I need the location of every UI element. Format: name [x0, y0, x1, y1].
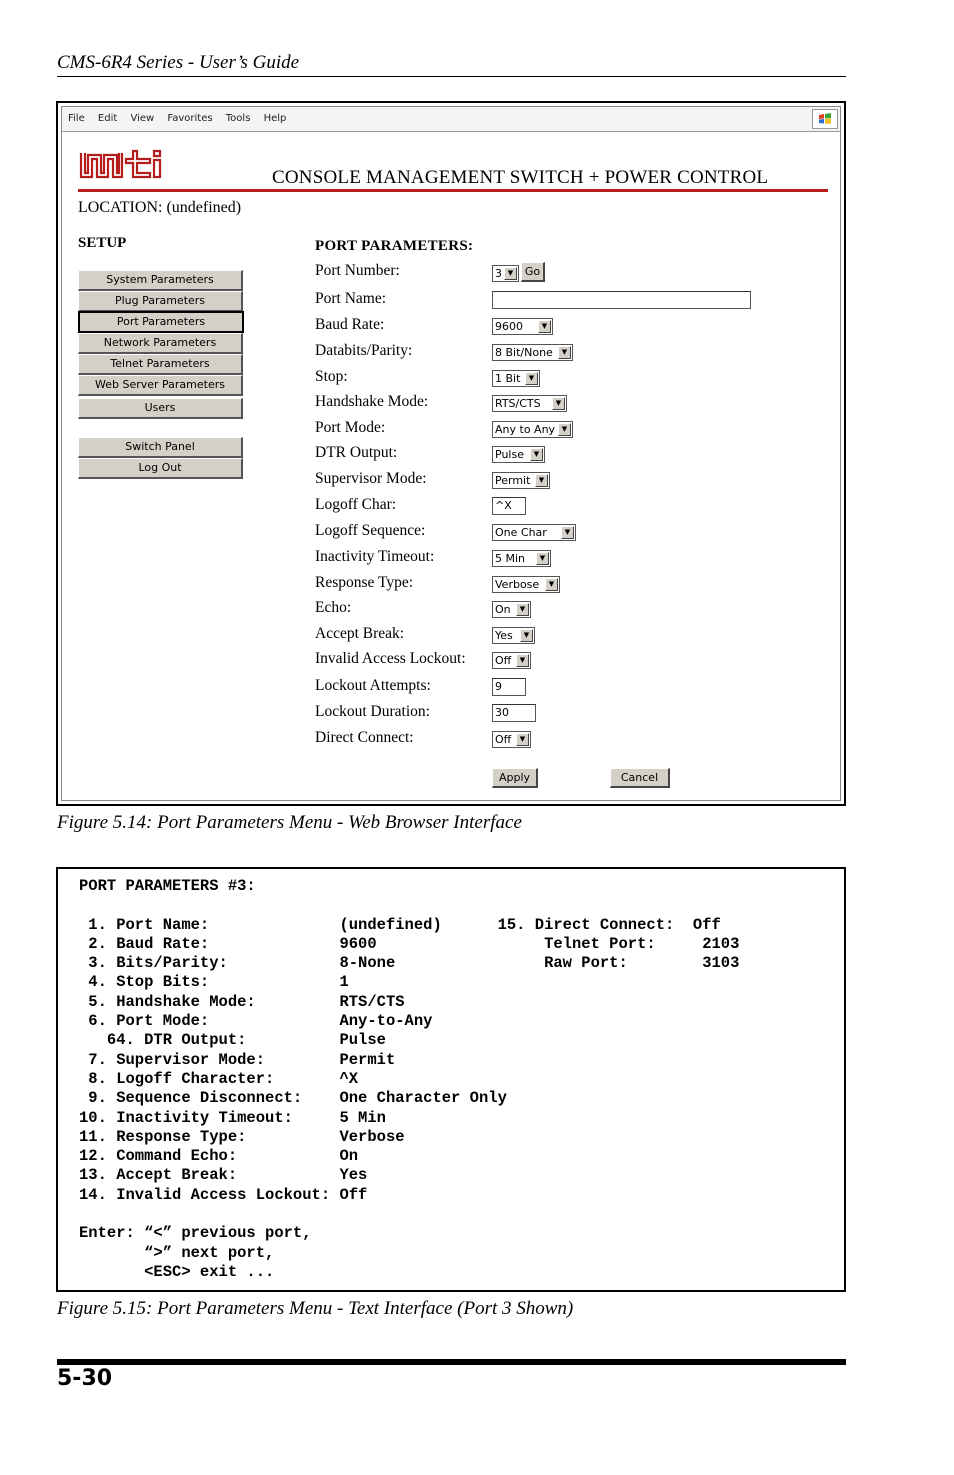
terminal-line: 13. Accept Break: Yes	[79, 1166, 368, 1185]
invalid-access-lockout-label: Invalid Access Lockout:	[315, 650, 466, 667]
nav-telnet-parameters[interactable]: Telnet Parameters	[78, 354, 243, 375]
nav-users[interactable]: Users	[78, 398, 243, 419]
nav-port-parameters[interactable]: Port Parameters	[78, 311, 244, 333]
menu-favorites[interactable]: Favorites	[167, 113, 213, 124]
handshake-mode-value: RTS/CTS	[495, 397, 541, 410]
chevron-down-icon: ▼	[530, 448, 543, 461]
chevron-down-icon: ▼	[558, 423, 571, 436]
location-label: LOCATION: (undefined)	[78, 199, 242, 216]
header-rule	[57, 76, 846, 77]
databits-parity-label: Databits/Parity:	[315, 342, 413, 359]
terminal-line: 6. Port Mode: Any-to-Any	[79, 1012, 433, 1031]
direct-connect-select[interactable]	[492, 731, 531, 748]
direct-connect-value: Off	[495, 733, 512, 746]
terminal-line: 9. Sequence Disconnect: One Character Only	[79, 1089, 507, 1108]
chevron-down-icon: ▼	[536, 552, 549, 565]
chevron-down-icon: ▼	[516, 603, 529, 616]
dtr-output-label: DTR Output:	[315, 444, 398, 461]
terminal-line: 5. Handshake Mode: RTS/CTS	[79, 992, 405, 1011]
chevron-down-icon: ▼	[538, 320, 551, 333]
databits-parity-value: 8 Bit/None	[495, 346, 553, 359]
footer-rule	[57, 1359, 846, 1365]
nav-network-parameters[interactable]: Network Parameters	[78, 333, 243, 354]
lockout-duration-input[interactable]: 30	[492, 704, 536, 722]
logoff-sequence-select[interactable]	[492, 524, 576, 541]
baud-rate-select[interactable]	[492, 318, 553, 335]
inactivity-timeout-label: Inactivity Timeout:	[315, 548, 435, 565]
port-mode-label: Port Mode:	[315, 419, 386, 436]
menu-edit[interactable]: Edit	[97, 113, 118, 124]
port-number-select[interactable]	[492, 265, 519, 282]
inactivity-timeout-select[interactable]	[492, 550, 551, 567]
terminal-line: Enter: “<” previous port,	[79, 1224, 312, 1243]
response-type-value: Verbose	[495, 578, 540, 591]
menu-file[interactable]: File	[68, 113, 85, 124]
invalid-access-lockout-select[interactable]	[492, 652, 531, 669]
terminal-line: 1. Port Name: (undefined) 15. Direct Connect: Off	[79, 915, 721, 934]
menu-view[interactable]: View	[130, 113, 155, 124]
menu-bar	[62, 107, 840, 132]
port-mode-select[interactable]	[492, 421, 573, 438]
browser-viewport	[61, 106, 841, 801]
terminal-line: 10. Inactivity Timeout: 5 Min	[79, 1108, 386, 1127]
figure-5-15-caption: Figure 5.15: Port Parameters Menu - Text Interface (Port 3 Shown)	[57, 1298, 574, 1319]
lockout-duration-label: Lockout Duration:	[315, 703, 430, 720]
terminal-text	[79, 877, 739, 1282]
chevron-down-icon: ▼	[504, 267, 517, 280]
logoff-sequence-value: One Char	[495, 526, 547, 539]
terminal-line: “>” next port,	[79, 1243, 275, 1262]
databits-parity-select[interactable]	[492, 344, 573, 361]
chevron-down-icon: ▼	[516, 733, 529, 746]
port-mode-value: Any to Any	[495, 423, 556, 436]
nav-plug-parameters[interactable]: Plug Parameters	[78, 291, 243, 312]
chevron-down-icon: ▼	[525, 372, 538, 385]
lockout-attempts-label: Lockout Attempts:	[315, 677, 431, 694]
terminal-line: 4. Stop Bits: 1	[79, 973, 349, 992]
nav-switch-panel[interactable]: Switch Panel	[78, 437, 243, 458]
port-parameters-heading: PORT PARAMETERS:	[315, 238, 474, 254]
port-name-input[interactable]	[492, 291, 751, 309]
echo-label: Echo:	[315, 599, 352, 616]
app-title: CONSOLE MANAGEMENT SWITCH + POWER CONTROL	[272, 167, 769, 188]
terminal-line: <ESC> exit ...	[79, 1262, 275, 1281]
stop-value: 1 Bit	[495, 372, 521, 385]
baud-rate-value: 9600	[495, 320, 523, 333]
menu-help[interactable]: Help	[263, 113, 287, 124]
wti-logo	[78, 149, 174, 190]
chevron-down-icon: ▼	[516, 654, 529, 667]
nav-log-out[interactable]: Log Out	[78, 458, 243, 479]
nav-system-parameters[interactable]: System Parameters	[78, 270, 243, 291]
logoff-char-label: Logoff Char:	[315, 496, 397, 513]
handshake-mode-label: Handshake Mode:	[315, 393, 429, 410]
chevron-down-icon: ▼	[561, 526, 574, 539]
inactivity-timeout-value: 5 Min	[495, 552, 526, 565]
terminal-line: 3. Bits/Parity: 8-None Raw Port: 3103	[79, 954, 740, 973]
handshake-mode-select[interactable]	[492, 395, 567, 412]
dtr-output-select[interactable]	[492, 446, 545, 463]
setup-heading: SETUP	[78, 235, 127, 251]
accept-break-select[interactable]	[492, 627, 535, 644]
terminal-window	[56, 867, 846, 1292]
logoff-char-input[interactable]: ^X	[492, 497, 526, 515]
terminal-line: 2. Baud Rate: 9600 Telnet Port: 2103	[79, 934, 740, 953]
chevron-down-icon: ▼	[558, 346, 571, 359]
chevron-down-icon: ▼	[552, 397, 565, 410]
accept-break-label: Accept Break:	[315, 625, 405, 642]
stop-select[interactable]	[492, 370, 540, 387]
nav-web-server-parameters[interactable]: Web Server Parameters	[78, 375, 243, 396]
supervisor-mode-select[interactable]	[492, 472, 550, 489]
port-name-label: Port Name:	[315, 290, 387, 307]
invalid-access-lockout-value: Off	[495, 654, 512, 667]
echo-value: On	[495, 603, 511, 616]
terminal-line: 7. Supervisor Mode: Permit	[79, 1050, 396, 1069]
supervisor-mode-value: Permit	[495, 474, 531, 487]
stop-label: Stop:	[315, 368, 348, 385]
dtr-output-value: Pulse	[495, 448, 524, 461]
menu-tools[interactable]: Tools	[225, 113, 251, 124]
page-header-title: CMS-6R4 Series - User’s Guide	[57, 52, 300, 73]
baud-rate-label: Baud Rate:	[315, 316, 385, 333]
apply-button[interactable]: Apply	[492, 768, 538, 788]
echo-select[interactable]	[492, 601, 531, 618]
terminal-line	[79, 896, 739, 915]
lockout-attempts-input[interactable]: 9	[492, 678, 526, 696]
chevron-down-icon: ▼	[520, 629, 533, 642]
terminal-line: 12. Command Echo: On	[79, 1147, 359, 1166]
accept-break-value: Yes	[495, 629, 513, 642]
port-number-value: 3	[495, 267, 502, 280]
terminal-line: 64. DTR Output: Pulse	[79, 1031, 386, 1050]
title-rule	[78, 189, 828, 192]
response-type-select[interactable]	[492, 576, 560, 593]
cancel-button[interactable]: Cancel	[610, 768, 670, 788]
supervisor-mode-label: Supervisor Mode:	[315, 470, 427, 487]
response-type-label: Response Type:	[315, 574, 414, 591]
chevron-down-icon: ▼	[545, 578, 558, 591]
terminal-line: 11. Response Type: Verbose	[79, 1127, 405, 1146]
direct-connect-label: Direct Connect:	[315, 729, 414, 746]
terminal-line: 14. Invalid Access Lockout: Off	[79, 1185, 368, 1204]
chevron-down-icon: ▼	[535, 474, 548, 487]
terminal-line	[79, 1205, 739, 1224]
terminal-line: PORT PARAMETERS #3:	[79, 877, 256, 895]
page-number: 5-30	[57, 1366, 113, 1391]
logoff-sequence-label: Logoff Sequence:	[315, 522, 426, 539]
browser-window	[56, 101, 846, 806]
terminal-line: 8. Logoff Character: ^X	[79, 1069, 359, 1088]
figure-5-14-caption: Figure 5.14: Port Parameters Menu - Web Browser Interface	[57, 812, 522, 833]
port-number-label: Port Number:	[315, 262, 400, 279]
go-button[interactable]: Go	[521, 262, 545, 282]
windows-logo-icon	[812, 109, 838, 129]
